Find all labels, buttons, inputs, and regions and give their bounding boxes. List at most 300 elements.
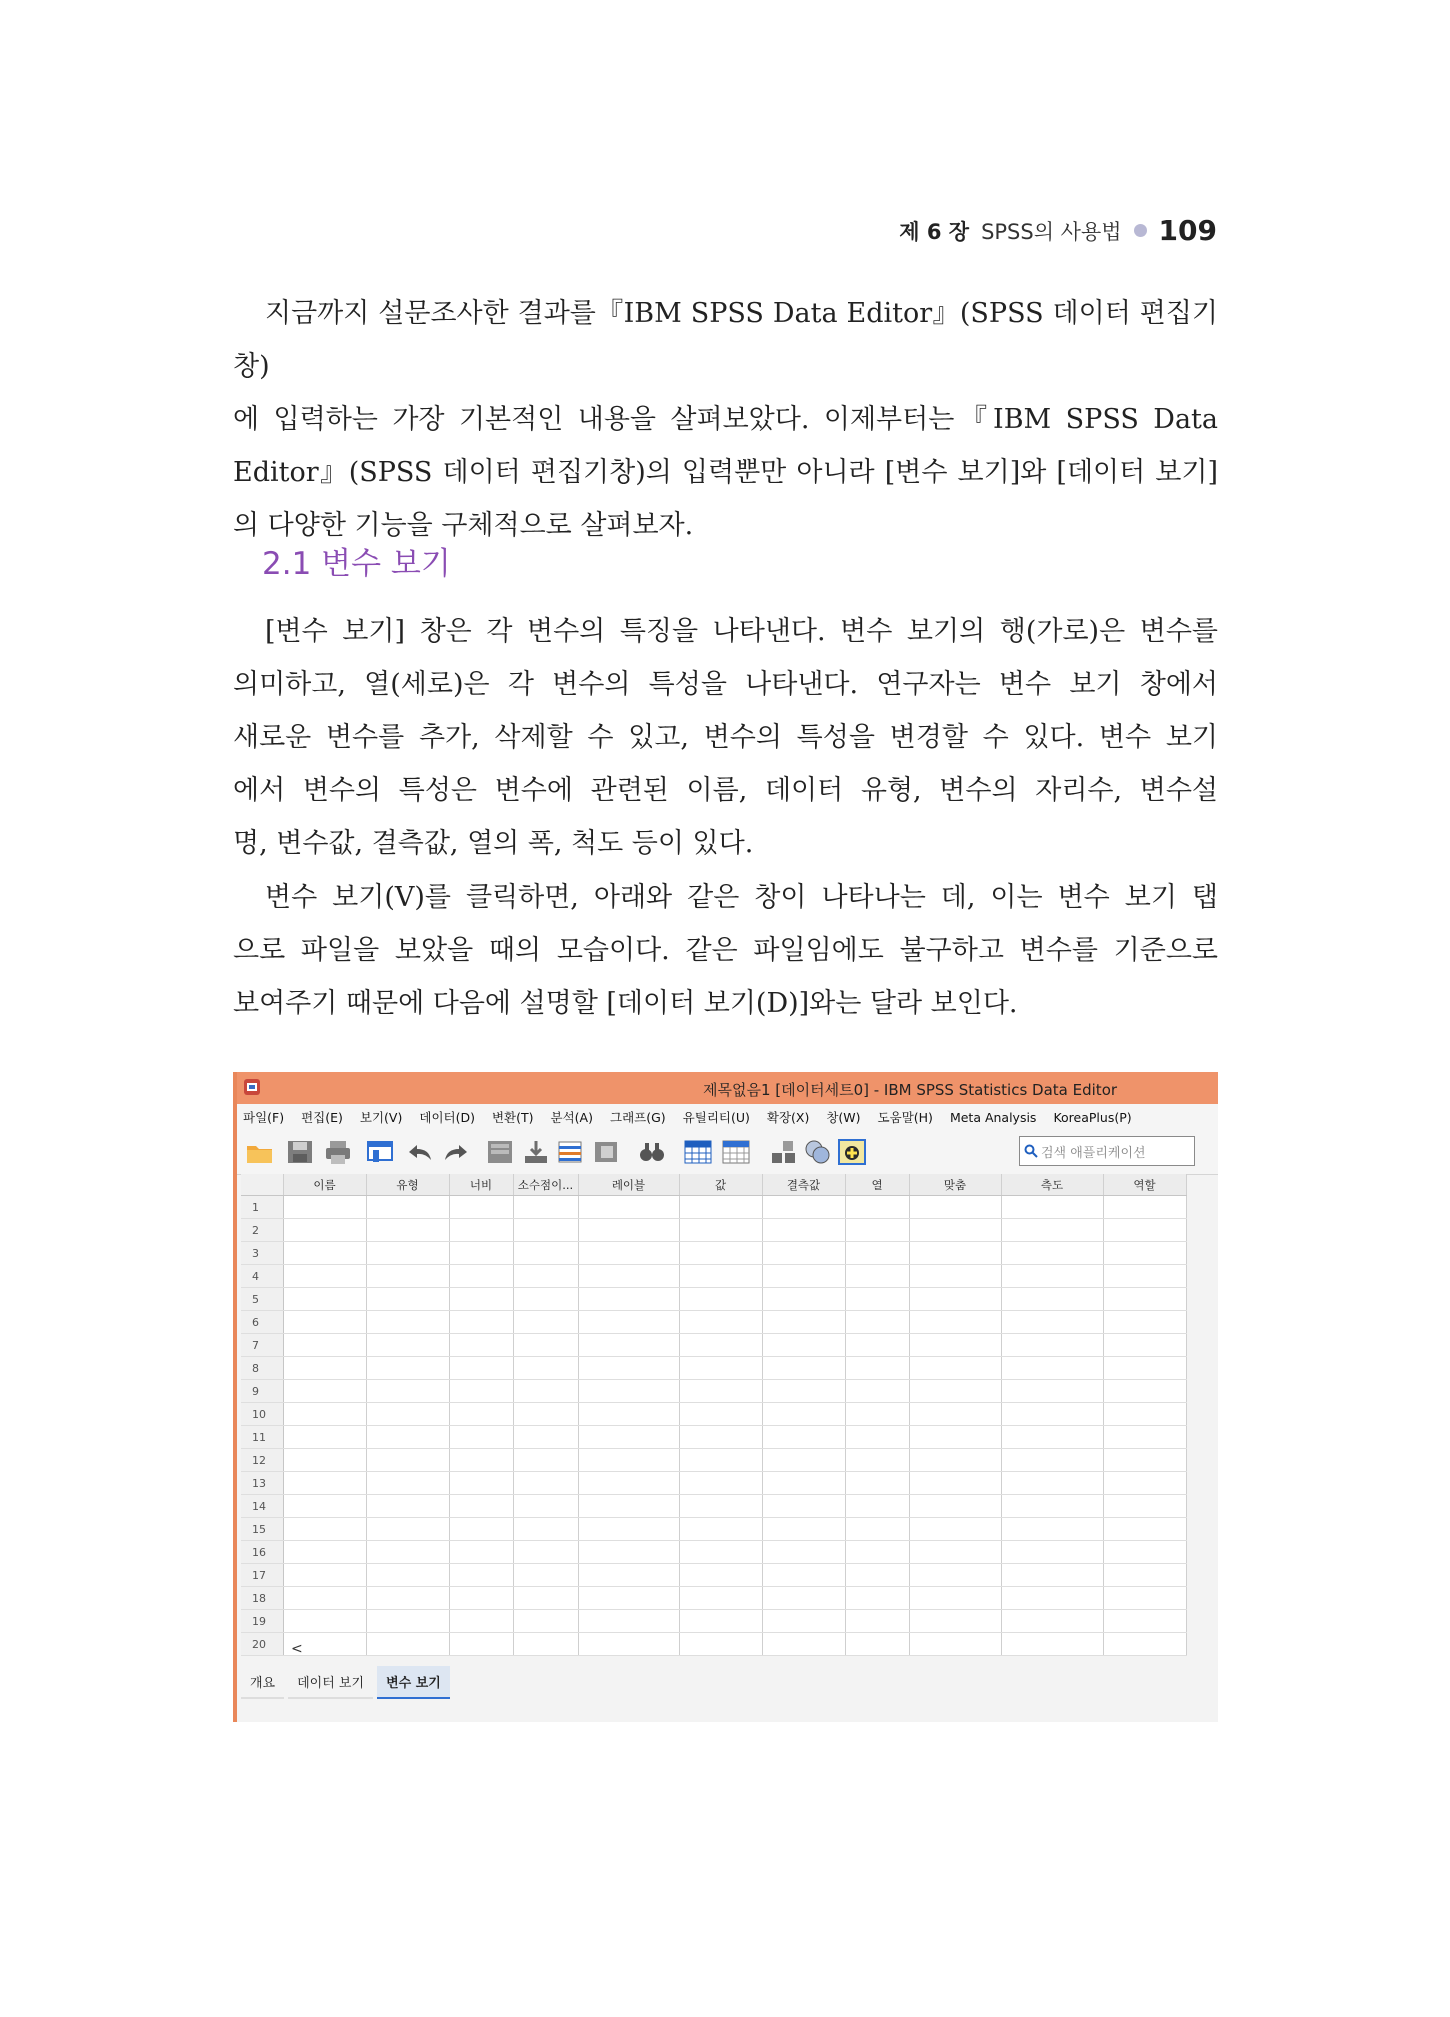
- variable-grid: [241, 1174, 1187, 1656]
- table-row: [241, 1219, 1186, 1242]
- grid-cell[interactable]: [513, 1449, 578, 1472]
- table-row: [241, 1357, 1186, 1380]
- grid-cell[interactable]: [578, 1334, 679, 1357]
- grid-cell[interactable]: [578, 1288, 679, 1311]
- column-header-values[interactable]: 값: [679, 1174, 762, 1196]
- grid-cell[interactable]: [578, 1380, 679, 1403]
- redo-icon[interactable]: [441, 1138, 471, 1166]
- menu-extensions[interactable]: 확장(X): [766, 1110, 810, 1125]
- grid-cell[interactable]: [283, 1449, 366, 1472]
- grid-cell[interactable]: [909, 1518, 1001, 1541]
- grid-cell[interactable]: [845, 1196, 909, 1219]
- column-header-columns[interactable]: 열: [845, 1174, 909, 1196]
- grid-cell[interactable]: [762, 1403, 845, 1426]
- toolbar: [237, 1130, 1218, 1175]
- row-number[interactable]: 15: [241, 1518, 283, 1541]
- grid-cell[interactable]: [1103, 1587, 1186, 1610]
- grid-cell[interactable]: [449, 1311, 513, 1334]
- grid-cell[interactable]: [845, 1518, 909, 1541]
- grid-cell[interactable]: [449, 1288, 513, 1311]
- click-instruction-paragraph: [233, 871, 1218, 1030]
- grid-cell[interactable]: [845, 1403, 909, 1426]
- grid-cell[interactable]: [1103, 1426, 1186, 1449]
- grid-cell[interactable]: [909, 1196, 1001, 1219]
- grid-cell[interactable]: [578, 1196, 679, 1219]
- grid-cell[interactable]: [449, 1334, 513, 1357]
- grid-cell[interactable]: [1001, 1357, 1103, 1380]
- grid-cell[interactable]: [513, 1587, 578, 1610]
- grid-cell[interactable]: [762, 1518, 845, 1541]
- grid-cell[interactable]: [1001, 1587, 1103, 1610]
- menu-analyze[interactable]: 분석(A): [550, 1110, 593, 1125]
- grid-cell[interactable]: [578, 1219, 679, 1242]
- grid-cell[interactable]: [762, 1265, 845, 1288]
- grid-cell[interactable]: [449, 1426, 513, 1449]
- grid-cell[interactable]: [283, 1495, 366, 1518]
- row-number[interactable]: 13: [241, 1472, 283, 1495]
- goto-variable-icon[interactable]: [521, 1138, 551, 1166]
- grid-cell[interactable]: [1103, 1541, 1186, 1564]
- row-number[interactable]: 3: [241, 1242, 283, 1265]
- grid-cell[interactable]: [762, 1380, 845, 1403]
- grid-cell[interactable]: [449, 1610, 513, 1633]
- grid-cell[interactable]: [762, 1334, 845, 1357]
- grid-cell[interactable]: [762, 1357, 845, 1380]
- grid-cell[interactable]: [1001, 1265, 1103, 1288]
- grid-cell[interactable]: [845, 1564, 909, 1587]
- use-sets-icon[interactable]: [803, 1138, 833, 1166]
- grid-cell[interactable]: [578, 1541, 679, 1564]
- grid-cell[interactable]: [283, 1610, 366, 1633]
- row-number[interactable]: 5: [241, 1288, 283, 1311]
- grid-cell[interactable]: [679, 1288, 762, 1311]
- grid-cell[interactable]: [578, 1495, 679, 1518]
- grid-cell[interactable]: [1001, 1380, 1103, 1403]
- grid-cell[interactable]: [679, 1403, 762, 1426]
- grid-cell[interactable]: [845, 1426, 909, 1449]
- grid-cell[interactable]: [1103, 1449, 1186, 1472]
- grid-cell[interactable]: [366, 1288, 449, 1311]
- grid-cell[interactable]: [366, 1610, 449, 1633]
- grid-cell[interactable]: [366, 1242, 449, 1265]
- grid-cell[interactable]: [366, 1495, 449, 1518]
- intro-line-3: Editor』(SPSS 데이터 편집기창)의 입력뿐만 아니라 [변수 보기]와 [데이터 보기]: [233, 457, 1218, 488]
- grid-cell[interactable]: [283, 1242, 366, 1265]
- grid-cell[interactable]: [1001, 1449, 1103, 1472]
- grid-cell[interactable]: [909, 1587, 1001, 1610]
- grid-cell[interactable]: [845, 1242, 909, 1265]
- grid-cell[interactable]: [1001, 1541, 1103, 1564]
- grid-cell[interactable]: [909, 1265, 1001, 1288]
- grid-cell[interactable]: [679, 1518, 762, 1541]
- grid-cell[interactable]: [449, 1380, 513, 1403]
- menu-meta-analysis[interactable]: Meta Analysis: [949, 1109, 1037, 1125]
- grid-cell[interactable]: [578, 1265, 679, 1288]
- grid-cell[interactable]: [1001, 1495, 1103, 1518]
- table-row: [241, 1541, 1186, 1564]
- grid-cell[interactable]: [1103, 1610, 1186, 1633]
- grid-cell[interactable]: [366, 1541, 449, 1564]
- grid-cell[interactable]: [909, 1219, 1001, 1242]
- grid-cell[interactable]: [1001, 1196, 1103, 1219]
- grid-cell[interactable]: [679, 1541, 762, 1564]
- grid-cell[interactable]: [1103, 1518, 1186, 1541]
- column-header-measure[interactable]: 측도: [1001, 1174, 1103, 1196]
- grid-cell[interactable]: [679, 1610, 762, 1633]
- grid-cell[interactable]: [762, 1288, 845, 1311]
- row-number[interactable]: 2: [241, 1219, 283, 1242]
- column-header-decimals[interactable]: 소수점이...: [513, 1174, 578, 1196]
- grid-cell[interactable]: [283, 1219, 366, 1242]
- variable-table: [241, 1174, 1187, 1656]
- grid-cell[interactable]: [762, 1242, 845, 1265]
- grid-cell[interactable]: [366, 1403, 449, 1426]
- grid-cell[interactable]: [283, 1472, 366, 1495]
- grid-cell[interactable]: [513, 1610, 578, 1633]
- tab-variable-view[interactable]: 변수 보기: [377, 1666, 450, 1699]
- menu-graphs[interactable]: 그래프(G): [610, 1110, 666, 1125]
- row-number[interactable]: 14: [241, 1495, 283, 1518]
- dialog-recall-icon[interactable]: [365, 1138, 395, 1166]
- grid-cell[interactable]: [909, 1380, 1001, 1403]
- grid-cell[interactable]: [283, 1357, 366, 1380]
- grid-cell[interactable]: [578, 1449, 679, 1472]
- table-row: [241, 1564, 1186, 1587]
- tab-data-view[interactable]: 데이터 보기: [288, 1666, 373, 1699]
- grid-cell[interactable]: [449, 1449, 513, 1472]
- grid-cell[interactable]: [762, 1472, 845, 1495]
- grid-cell[interactable]: [1103, 1219, 1186, 1242]
- grid-cell[interactable]: [762, 1311, 845, 1334]
- grid-cell[interactable]: [366, 1449, 449, 1472]
- row-number[interactable]: 11: [241, 1426, 283, 1449]
- menu-help[interactable]: 도움말(H): [877, 1110, 933, 1125]
- grid-cell[interactable]: [1103, 1357, 1186, 1380]
- grid-cell[interactable]: [909, 1564, 1001, 1587]
- grid-cell[interactable]: [1103, 1472, 1186, 1495]
- grid-cell[interactable]: [909, 1472, 1001, 1495]
- grid-cell[interactable]: [449, 1587, 513, 1610]
- grid-cell[interactable]: [845, 1541, 909, 1564]
- row-number[interactable]: 20: [241, 1633, 283, 1656]
- grid-cell[interactable]: [1103, 1311, 1186, 1334]
- grid-cell[interactable]: [1103, 1495, 1186, 1518]
- row-number[interactable]: 16: [241, 1541, 283, 1564]
- grid-cell[interactable]: [366, 1518, 449, 1541]
- grid-cell[interactable]: [1001, 1426, 1103, 1449]
- run-descriptives-icon[interactable]: [591, 1138, 621, 1166]
- grid-cell[interactable]: [283, 1196, 366, 1219]
- grid-cell[interactable]: [513, 1357, 578, 1380]
- grid-cell[interactable]: [513, 1495, 578, 1518]
- grid-cell[interactable]: [366, 1265, 449, 1288]
- search-applications-input[interactable]: [1019, 1136, 1195, 1166]
- grid-cell[interactable]: [679, 1334, 762, 1357]
- grid-cell[interactable]: [909, 1242, 1001, 1265]
- menu-view[interactable]: 보기(V): [359, 1110, 403, 1125]
- grid-cell[interactable]: [1103, 1380, 1186, 1403]
- grid-cell[interactable]: [513, 1242, 578, 1265]
- grid-cell[interactable]: [679, 1449, 762, 1472]
- row-number[interactable]: 6: [241, 1311, 283, 1334]
- column-header-role[interactable]: 역할: [1103, 1174, 1186, 1196]
- grid-cell[interactable]: [679, 1380, 762, 1403]
- table-row: [241, 1426, 1186, 1449]
- grid-cell[interactable]: [283, 1380, 366, 1403]
- menu-file[interactable]: 파일(F): [243, 1110, 285, 1125]
- grid-cell[interactable]: [513, 1380, 578, 1403]
- grid-cell[interactable]: [1103, 1288, 1186, 1311]
- grid-cell[interactable]: [578, 1403, 679, 1426]
- grid-cell[interactable]: [845, 1610, 909, 1633]
- grid-cell[interactable]: [513, 1472, 578, 1495]
- row-number[interactable]: 10: [241, 1403, 283, 1426]
- grid-cell[interactable]: [762, 1495, 845, 1518]
- row-number[interactable]: 8: [241, 1357, 283, 1380]
- grid-cell[interactable]: [762, 1196, 845, 1219]
- grid-cell[interactable]: [449, 1495, 513, 1518]
- grid-cell[interactable]: [1001, 1403, 1103, 1426]
- grid-cell[interactable]: [1001, 1610, 1103, 1633]
- row-number[interactable]: 1: [241, 1196, 283, 1219]
- grid-cell[interactable]: [366, 1564, 449, 1587]
- find-icon[interactable]: [637, 1138, 667, 1166]
- grid-cell[interactable]: [513, 1564, 578, 1587]
- print-icon[interactable]: [323, 1138, 353, 1166]
- tab-overview[interactable]: 개요: [241, 1666, 284, 1699]
- menu-data[interactable]: 데이터(D): [419, 1110, 475, 1125]
- grid-cell[interactable]: [679, 1357, 762, 1380]
- menu-utilities[interactable]: 유틸리티(U): [682, 1110, 750, 1125]
- grid-cell[interactable]: [578, 1357, 679, 1380]
- p2-line-3: 새로운 변수를 추가, 삭제할 수 있고, 변수의 특성을 변경할 수 있다. 변수 보기: [233, 722, 1218, 753]
- row-number[interactable]: 17: [241, 1564, 283, 1587]
- grid-cell[interactable]: [1103, 1403, 1186, 1426]
- column-header-type[interactable]: 유형: [366, 1174, 449, 1196]
- grid-cell[interactable]: [679, 1219, 762, 1242]
- grid-cell[interactable]: [513, 1265, 578, 1288]
- grid-cell[interactable]: [513, 1334, 578, 1357]
- table-row: [241, 1587, 1186, 1610]
- window-titlebar: [237, 1072, 1218, 1104]
- grid-cell[interactable]: [283, 1587, 366, 1610]
- grid-cell[interactable]: [909, 1311, 1001, 1334]
- grid-cell[interactable]: [762, 1426, 845, 1449]
- grid-cell[interactable]: [366, 1472, 449, 1495]
- show-all-variables-icon[interactable]: [837, 1138, 867, 1166]
- grid-cell[interactable]: [1001, 1472, 1103, 1495]
- grid-cell[interactable]: [679, 1242, 762, 1265]
- grid-cell[interactable]: [845, 1357, 909, 1380]
- row-number[interactable]: 19: [241, 1610, 283, 1633]
- grid-cell[interactable]: [1001, 1334, 1103, 1357]
- grid-cell[interactable]: [762, 1587, 845, 1610]
- grid-cell[interactable]: [449, 1541, 513, 1564]
- intro-line-4: 의 다양한 기능을 구체적으로 살펴보자.: [233, 510, 694, 541]
- grid-cell[interactable]: [845, 1334, 909, 1357]
- column-header-missing[interactable]: 결측값: [762, 1174, 845, 1196]
- grid-cell[interactable]: [513, 1403, 578, 1426]
- grid-cell[interactable]: [513, 1311, 578, 1334]
- select-cases-icon[interactable]: [721, 1138, 751, 1166]
- menu-window[interactable]: 창(W): [826, 1110, 861, 1125]
- grid-cell[interactable]: [845, 1495, 909, 1518]
- column-header-name[interactable]: 이름: [283, 1174, 366, 1196]
- grid-cell[interactable]: [1103, 1265, 1186, 1288]
- undo-icon[interactable]: [405, 1138, 435, 1166]
- column-header-align[interactable]: 맞춤: [909, 1174, 1001, 1196]
- grid-cell[interactable]: [679, 1564, 762, 1587]
- value-labels-icon[interactable]: [769, 1138, 799, 1166]
- grid-cell[interactable]: [449, 1219, 513, 1242]
- grid-cell[interactable]: [513, 1426, 578, 1449]
- grid-cell[interactable]: [449, 1265, 513, 1288]
- grid-cell[interactable]: [366, 1380, 449, 1403]
- grid-cell[interactable]: [578, 1426, 679, 1449]
- grid-cell[interactable]: [283, 1518, 366, 1541]
- grid-cell[interactable]: [449, 1472, 513, 1495]
- grid-cell[interactable]: [845, 1311, 909, 1334]
- grid-cell[interactable]: [283, 1564, 366, 1587]
- grid-cell[interactable]: [1103, 1196, 1186, 1219]
- grid-cell[interactable]: [283, 1426, 366, 1449]
- grid-cell[interactable]: [1001, 1518, 1103, 1541]
- p3-line-1: 변수 보기(V)를 클릭하면, 아래와 같은 창이 나타나는 데, 이는 변수 보기 탭: [265, 882, 1218, 913]
- grid-cell[interactable]: [845, 1288, 909, 1311]
- table-row: [241, 1334, 1186, 1357]
- open-folder-icon[interactable]: [245, 1138, 275, 1166]
- grid-cell[interactable]: [1001, 1242, 1103, 1265]
- menu-bar: [237, 1104, 1218, 1130]
- grid-cell[interactable]: [909, 1357, 1001, 1380]
- grid-cell[interactable]: [1103, 1334, 1186, 1357]
- grid-cell[interactable]: [762, 1219, 845, 1242]
- grid-cell[interactable]: [578, 1518, 679, 1541]
- grid-cell[interactable]: [845, 1587, 909, 1610]
- table-row: [241, 1472, 1186, 1495]
- grid-cell[interactable]: [1001, 1564, 1103, 1587]
- grid-cell[interactable]: [366, 1357, 449, 1380]
- grid-cell[interactable]: [679, 1265, 762, 1288]
- grid-cell[interactable]: [909, 1426, 1001, 1449]
- split-file-icon[interactable]: [683, 1138, 713, 1166]
- grid-cell[interactable]: [845, 1472, 909, 1495]
- grid-cell[interactable]: [513, 1288, 578, 1311]
- grid-cell[interactable]: [909, 1541, 1001, 1564]
- grid-cell[interactable]: [366, 1311, 449, 1334]
- goto-case-icon[interactable]: [485, 1138, 515, 1166]
- grid-cell[interactable]: [513, 1518, 578, 1541]
- row-number[interactable]: 7: [241, 1334, 283, 1357]
- grid-cell[interactable]: [366, 1587, 449, 1610]
- grid-cell[interactable]: [513, 1541, 578, 1564]
- variables-icon[interactable]: [555, 1138, 585, 1166]
- grid-cell[interactable]: [513, 1196, 578, 1219]
- grid-cell[interactable]: [762, 1449, 845, 1472]
- grid-cell[interactable]: [1103, 1242, 1186, 1265]
- row-number[interactable]: 12: [241, 1449, 283, 1472]
- grid-cell[interactable]: [909, 1495, 1001, 1518]
- grid-cell[interactable]: [366, 1196, 449, 1219]
- menu-transform[interactable]: 변환(T): [491, 1110, 534, 1125]
- grid-cell[interactable]: [283, 1288, 366, 1311]
- grid-cell[interactable]: [578, 1610, 679, 1633]
- grid-cell[interactable]: [366, 1334, 449, 1357]
- grid-cell[interactable]: [366, 1219, 449, 1242]
- grid-cell[interactable]: [845, 1265, 909, 1288]
- grid-cell[interactable]: [845, 1219, 909, 1242]
- grid-cell[interactable]: [762, 1564, 845, 1587]
- grid-cell[interactable]: [449, 1196, 513, 1219]
- grid-cell[interactable]: [1001, 1311, 1103, 1334]
- grid-cell[interactable]: [909, 1610, 1001, 1633]
- grid-cell[interactable]: [283, 1311, 366, 1334]
- grid-cell[interactable]: [909, 1449, 1001, 1472]
- row-number[interactable]: 9: [241, 1380, 283, 1403]
- horizontal-scrollbar[interactable]: [241, 1643, 1203, 1659]
- table-row: [241, 1449, 1186, 1472]
- grid-cell[interactable]: [578, 1242, 679, 1265]
- table-row: [241, 1242, 1186, 1265]
- column-header-width[interactable]: 너비: [449, 1174, 513, 1196]
- grid-cell[interactable]: [366, 1426, 449, 1449]
- save-icon[interactable]: [285, 1138, 315, 1166]
- grid-cell[interactable]: [679, 1311, 762, 1334]
- intro-line-1: 지금까지 설문조사한 결과를『IBM SPSS Data Editor』(SPSS 데이터 편집기창): [233, 298, 1218, 382]
- grid-cell[interactable]: [679, 1495, 762, 1518]
- grid-cell[interactable]: [909, 1334, 1001, 1357]
- section-heading: 2.1 변수 보기: [262, 546, 451, 582]
- grid-cell[interactable]: [578, 1587, 679, 1610]
- p2-line-1: [변수 보기] 창은 각 변수의 특징을 나타낸다. 변수 보기의 행(가로)은 변수를: [265, 616, 1218, 647]
- grid-cell[interactable]: [449, 1564, 513, 1587]
- grid-cell[interactable]: [283, 1541, 366, 1564]
- grid-cell[interactable]: [845, 1380, 909, 1403]
- grid-cell[interactable]: [909, 1288, 1001, 1311]
- row-number[interactable]: 18: [241, 1587, 283, 1610]
- grid-cell[interactable]: [513, 1219, 578, 1242]
- column-header-label[interactable]: 레이블: [578, 1174, 679, 1196]
- grid-cell[interactable]: [449, 1518, 513, 1541]
- grid-cell[interactable]: [449, 1242, 513, 1265]
- menu-edit[interactable]: 편집(E): [301, 1110, 343, 1125]
- grid-cell[interactable]: [679, 1426, 762, 1449]
- grid-cell[interactable]: [1001, 1219, 1103, 1242]
- grid-cell[interactable]: [449, 1357, 513, 1380]
- grid-cell[interactable]: [679, 1472, 762, 1495]
- grid-cell[interactable]: [1001, 1288, 1103, 1311]
- grid-cell[interactable]: [679, 1196, 762, 1219]
- grid-cell[interactable]: [283, 1265, 366, 1288]
- grid-cell[interactable]: [449, 1403, 513, 1426]
- p2-line-2: 의미하고, 열(세로)은 각 변수의 특성을 나타낸다. 연구자는 변수 보기 창에서: [233, 669, 1218, 700]
- grid-cell[interactable]: [283, 1403, 366, 1426]
- grid-cell[interactable]: [283, 1334, 366, 1357]
- grid-cell[interactable]: [762, 1610, 845, 1633]
- grid-cell[interactable]: [679, 1587, 762, 1610]
- grid-cell[interactable]: [578, 1472, 679, 1495]
- menu-koreaplus[interactable]: KoreaPlus(P): [1053, 1109, 1132, 1125]
- grid-cell[interactable]: [845, 1449, 909, 1472]
- row-number[interactable]: 4: [241, 1265, 283, 1288]
- grid-cell[interactable]: [909, 1403, 1001, 1426]
- scroll-left-arrow[interactable]: <: [291, 1641, 303, 1657]
- grid-cell[interactable]: [578, 1564, 679, 1587]
- grid-cell[interactable]: [762, 1541, 845, 1564]
- grid-cell[interactable]: [578, 1311, 679, 1334]
- grid-cell[interactable]: [1103, 1564, 1186, 1587]
- variable-view-paragraph: [233, 605, 1218, 870]
